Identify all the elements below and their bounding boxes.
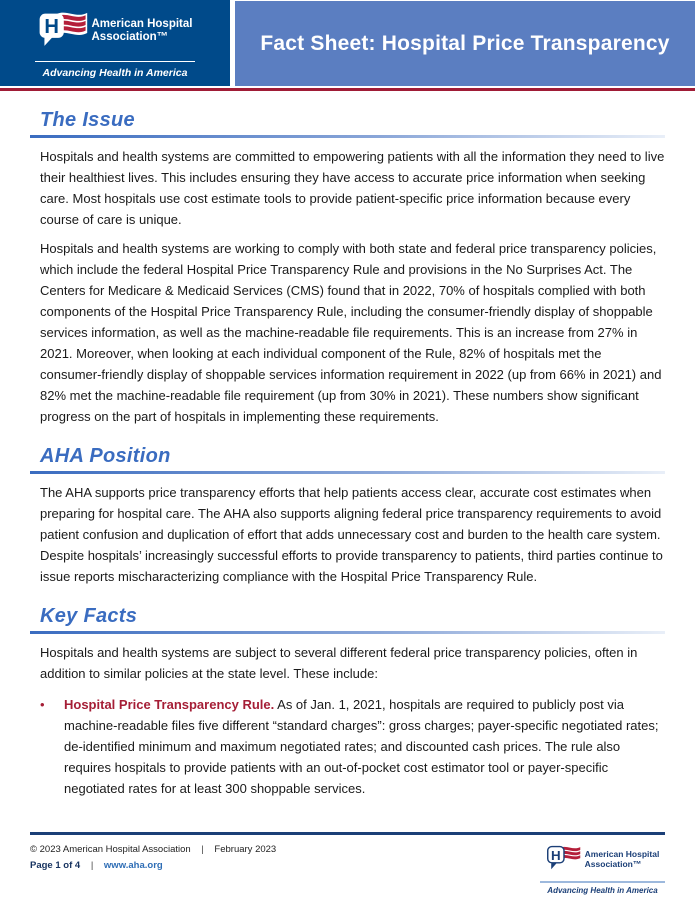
aha-logo-icon (38, 8, 88, 55)
header-red-rule (0, 88, 695, 91)
aha-logo-tagline: Advancing Health in America (42, 66, 188, 79)
aha-logo-orgname: American Hospital Association™ (91, 18, 193, 43)
footer-logo-top (546, 842, 660, 877)
footer-aha-logo-icon (546, 842, 582, 877)
position-paragraph-1: The AHA supports price transparency efforts that help patients access clear, accurate cost estimates when preparing for hospital care. The AHA also supports aligning federal price transparency requirements to avoid patient confusion and duplication of effort that adds unnecessary cost and burden to the health care system. Despite hospitals’ increasingly successful efforts to provide transparency to patients, third parties continue to issue reports mischaracterizing compliance with the Hospital Price Transparency Rule. (40, 485, 663, 584)
page-header (0, 0, 695, 86)
key-fact-bullet-rest: As of Jan. 1, 2021, hospitals are required to publicly post via machine-readable files five different “standard charges”: gross charges; payer-specific negotiated rates; de-identified minimum and maximum negotiated rates; and discounted cash prices. The rule also requires hospitals to provide patients with an out-of-pocket cost estimator tool or payer-specific negotiated rates for at least 300 shoppable services. (64, 697, 659, 796)
key-facts-intro: Hospitals and health systems are subject to several different federal price transparency policies, often in addition to similar policies at the state level. These include: (40, 645, 638, 681)
copyright-text: © 2023 American Hospital Association (30, 844, 191, 855)
footer-rule (30, 832, 665, 835)
section-rule (30, 135, 665, 138)
footer-logo-divider (540, 881, 665, 883)
issue-paragraph-2: Hospitals and health systems are working to comply with both state and federal price transparency policies, which include the federal Hospital Price Transparency Rule and provisions in the No Surprises Act. The Centers for Medicare & Medicaid Services (CMS) found that in 2022, 70% of hospitals complied with both components of the Hospital Price Transparency Rule, including the consumer-friendly display of shoppable services information, as well as the machine-readable file requirements. This is an increase from 27% in 2021. Moreover, when looking at each individual component of the Rule, 82% of hospitals met the consumer-friendly display of shoppable services information requirement in 2022 (up from 66% in 2021) and 82% met the machine-readable file requirement (up from 30% in 2021). These numbers show significant progress on the part of hospitals in implementing these requirements. (40, 241, 662, 424)
header-title-panel (235, 1, 695, 86)
page-number-label: Page 1 of 4 (30, 860, 81, 871)
footer-date: February 2023 (214, 844, 277, 855)
section-heading-key-facts: Key Facts (40, 605, 138, 627)
aha-logo (35, 8, 195, 79)
footer-logo-orgname: American Hospital Association™ (584, 849, 660, 869)
aha-logo-top (38, 8, 193, 55)
section-heading-aha-position: AHA Position (40, 445, 171, 467)
website-link[interactable]: www.aha.org (103, 860, 163, 871)
footer-page-line (30, 860, 276, 871)
logo-divider (35, 61, 195, 62)
footer-logo-tagline: Advancing Health in America (547, 886, 658, 895)
key-fact-bullet (40, 694, 665, 799)
section-heading-the-issue: The Issue (40, 109, 135, 131)
issue-paragraph-1: Hospitals and health systems are committed to empowering patients with all the information they need to live their healthiest lives. This includes ensuring they have access to accurate price information when seeking care. Most hospitals use cost estimate tools to provide patient-specific price information because every course of care is unique. (40, 149, 665, 227)
svg-text:H: H (550, 847, 561, 863)
key-fact-bullet-text (64, 694, 665, 799)
footer-left (30, 844, 276, 895)
footer-copyright-line (30, 844, 276, 855)
document-body (0, 109, 695, 799)
bullet-dot-icon: • (40, 697, 45, 712)
section-rule (30, 631, 665, 634)
footer-separator: | (90, 860, 94, 871)
header-brand-panel (0, 0, 230, 86)
footer-aha-logo (540, 842, 665, 895)
key-fact-bullet-lead: Hospital Price Transparency Rule. (64, 697, 275, 712)
document-title: Fact Sheet: Hospital Price Transparency (260, 31, 670, 55)
section-rule (30, 471, 665, 474)
page-footer (30, 832, 665, 895)
footer-separator: | (201, 844, 204, 855)
svg-text:H: H (43, 15, 59, 38)
